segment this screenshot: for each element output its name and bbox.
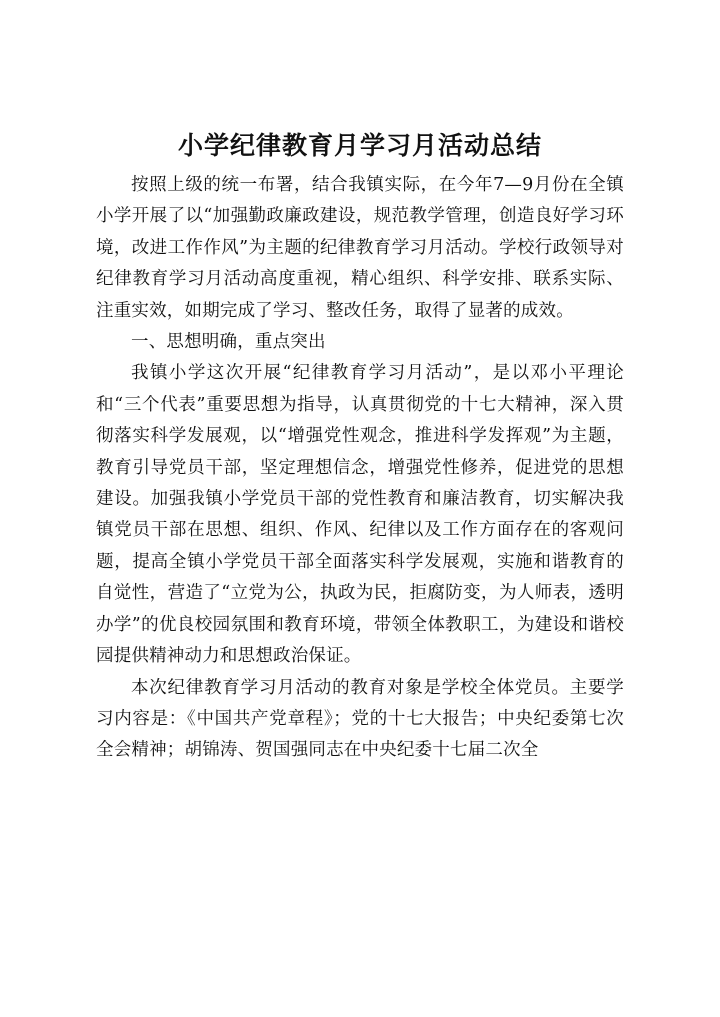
intro-paragraph: 按照上级的统一布署，结合我镇实际，在今年7—9月份在全镇小学开展了以“加强勤政廉政建设，规范教学管理，创造良好学习环境，改进工作作风”为主题的纪律教育学习月活动。学校行政领导对纪律教育学习月活动高度重视，精心组织、科学安排、联系实际、注重实效，如期完成了学习、整改任务，取得了显著的成效。 xyxy=(96,175,624,321)
section-heading-1: 一、思想明确，重点突出 xyxy=(131,332,326,353)
document-title: 小学纪律教育月学习月活动总结 xyxy=(177,131,542,160)
section-1-paragraph: 我镇小学这次开展“纪律教育学习月活动”，是以邓小平理论和“三个代表”重要思想为指导，认真贯彻党的十七大精神，深入贯彻落实科学发展观，以“增强党性观念，推进科学发挥观”为主题，教育引导党员干部，坚定理想信念，增强党性修养，促进党的思想建设。加强我镇小学党员干部的党性教育和廉洁教育，切实解决我镇党员干部在思想、组织、作风、纪律以及工作方面存在的客观问题，提高全镇小学党员干部全面落实科学发展观，实施和谐教育的自觉性，营造了“立党为公，执政为民，拒腐防变，为人师表，透明办学”的优良校园氛围和教育环境，带领全体教职工，为建设和谐校园提供精神动力和思想政治保证。 xyxy=(96,363,624,667)
study-content-paragraph: 本次纪律教育学习月活动的教育对象是学校全体党员。主要学习内容是：《中国共产党章程》；党的十七大报告；中央纪委第七次全会精神；胡锦涛、贺国强同志在中央纪委十七届二次全 xyxy=(96,677,624,761)
document-body xyxy=(96,170,624,767)
